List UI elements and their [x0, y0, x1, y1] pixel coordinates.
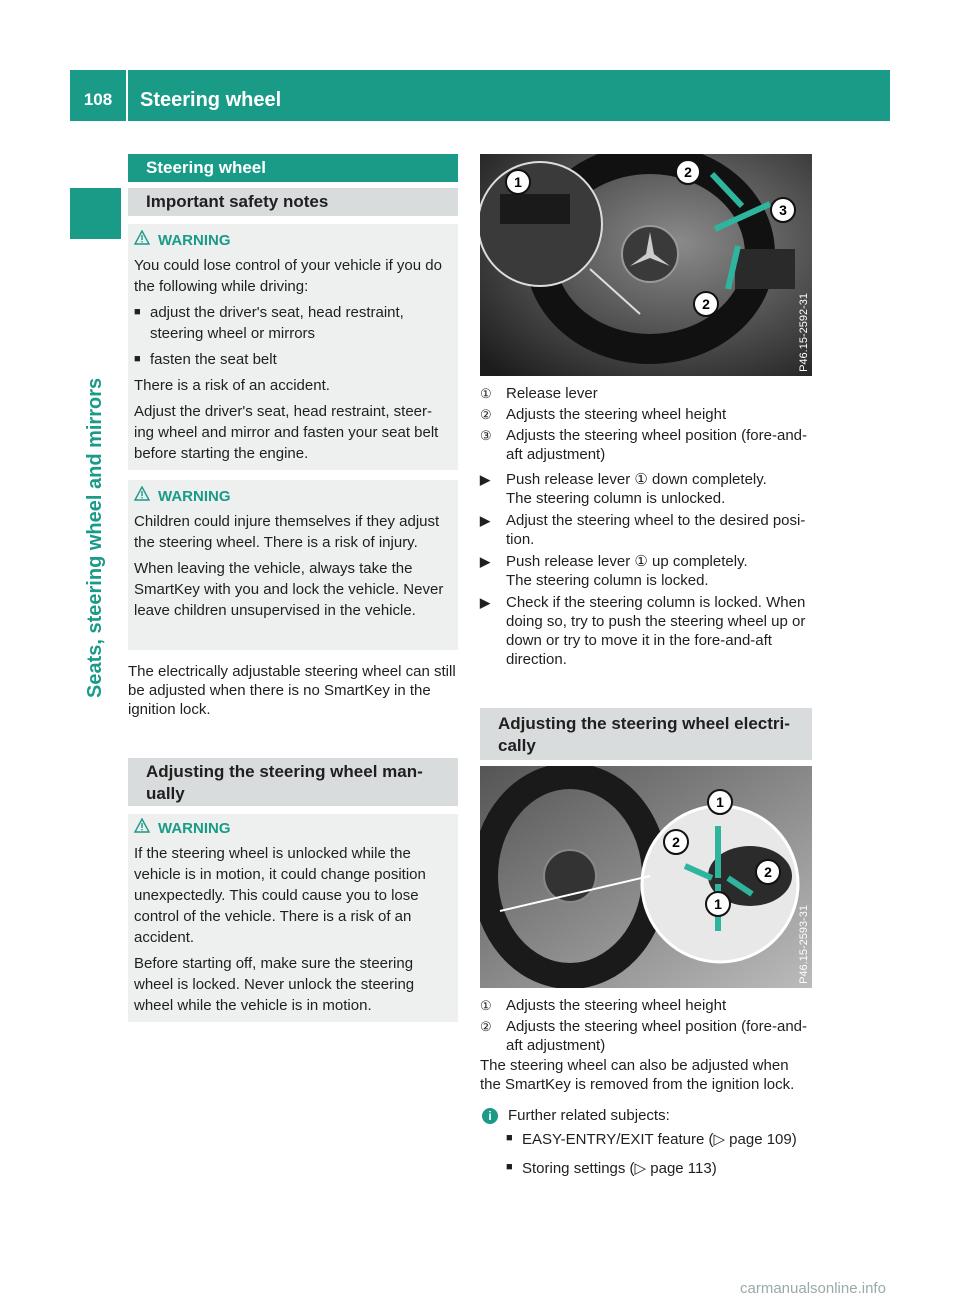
page-header	[70, 70, 890, 121]
warning-label: WARNING	[158, 488, 231, 505]
instruction-steps	[480, 470, 812, 672]
subsection-title: Adjusting the steering wheel electri-cally	[480, 708, 812, 760]
warning-triangle-icon	[134, 486, 150, 507]
page-number: 108	[83, 90, 113, 109]
list-item: ▶ Push release lever ① up completely. The steering column is locked.	[480, 553, 748, 589]
steering-switch-photo	[480, 766, 812, 988]
body-paragraph: The electrically adjustable steering wheel can still be adjusted when there is no SmartKey in the ignition lock.	[128, 663, 456, 718]
list-item: ■ fasten the seat belt	[134, 351, 277, 368]
warning-text: When leaving the vehicle, always take the SmartKey with you and lock the vehicle. Never leave children unsupervised in the vehicle.	[134, 560, 444, 619]
warning-text: Children could injure themselves if they adjust the steering wheel. There is a risk of injury.	[134, 513, 440, 551]
warning-intro: You could lose control of your vehicle if you do the following while driving:	[134, 257, 442, 295]
list-item: ▶ Check if the steering column is locked. When doing so, try to push the steering wheel up or down or try to move it in the fore-and-aft direction.	[480, 594, 806, 668]
header-title: Steering wheel	[140, 89, 282, 111]
list-item: ③ Adjusts the steering wheel position (fore-and-aft adjustment)	[480, 427, 807, 463]
svg-text:3: 3	[779, 202, 787, 218]
footer-watermark: carmanualsonline.info	[740, 1280, 886, 1297]
list-item: ② Adjusts the steering wheel height	[480, 406, 727, 423]
list-item: ▶ Push release lever ① down completely. The steering column is unlocked.	[480, 471, 767, 507]
image-code: P46.15-2592-31	[798, 293, 810, 372]
warning-risk: There is a risk of an accident.	[134, 377, 330, 394]
svg-text:1: 1	[514, 174, 522, 190]
warning-triangle-icon	[134, 230, 150, 251]
svg-text:2: 2	[764, 864, 772, 880]
warning-label: WARNING	[158, 232, 231, 249]
info-icon: i	[482, 1108, 498, 1124]
list-item[interactable]: ■ Storing settings (▷ page 113)	[506, 1160, 717, 1177]
svg-text:2: 2	[702, 296, 710, 312]
warning-triangle-icon	[134, 818, 150, 839]
list-item: ▶ Adjust the steering wheel to the desired posi-tion.	[480, 512, 806, 548]
side-tab-label: Seats, steering wheel and mirrors	[84, 377, 106, 698]
legend-list	[480, 384, 812, 466]
info-note	[480, 1104, 812, 1186]
subsection-title: Important safety notes	[128, 188, 458, 216]
svg-text:1: 1	[714, 896, 722, 912]
list-item: ② Adjusts the steering wheel position (fore-and-aft adjustment)	[480, 1018, 807, 1054]
list-item: ① Release lever	[480, 385, 598, 402]
legend-list	[480, 996, 812, 1057]
svg-text:1: 1	[716, 794, 724, 810]
warning-box	[128, 814, 458, 1022]
warning-advice: Adjust the driver's seat, head restraint, steer-ing wheel and mirror and fasten your seat belt before starting the engine.	[134, 403, 439, 462]
header-divider	[126, 70, 128, 121]
list-item[interactable]: ■ EASY-ENTRY/EXIT feature (▷ page 109)	[506, 1131, 797, 1148]
side-tab-marker	[70, 188, 121, 239]
svg-text:2: 2	[672, 834, 680, 850]
list-item: ① Adjusts the steering wheel height	[480, 997, 727, 1014]
warning-box	[128, 224, 458, 470]
section-title: Steering wheel	[128, 154, 458, 182]
warning-text: Before starting off, make sure the steering wheel is locked. Never unlock the steering wheel while the vehicle is in motion.	[134, 955, 415, 1014]
warning-label: WARNING	[158, 820, 231, 837]
info-label: Further related subjects:	[508, 1107, 670, 1124]
warning-box	[128, 480, 458, 650]
svg-text:2: 2	[684, 164, 692, 180]
list-item: ■ adjust the driver's seat, head restraint, steering wheel or mirrors	[134, 304, 404, 342]
warning-text: If the steering wheel is unlocked while the vehicle is in motion, it could change position unexpectedly. This could cause you to lose control of the vehicle. There is a risk of an accident.	[134, 845, 426, 946]
subsection-title: Adjusting the steering wheel man-ually	[128, 758, 458, 806]
steering-column-photo	[480, 154, 812, 376]
body-paragraph: The steering wheel can also be adjusted when the SmartKey is removed from the ignition lock.	[480, 1057, 795, 1093]
image-code: P46.15-2593-31	[798, 905, 810, 984]
